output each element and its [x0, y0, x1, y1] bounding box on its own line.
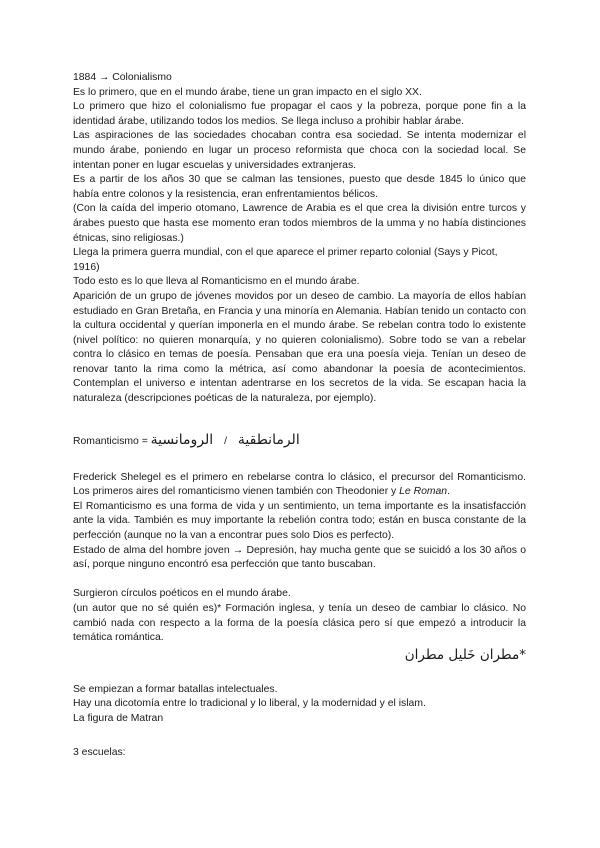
paragraph-forma-de-vida: El Romanticismo es una forma de vida y un sentimiento, un tema importante es la insatisfacción ante la vida. También es muy importante la rebelión contra todo; están en busca constante de la perfección (aunque no la van a encontrar pues solo Dios es perfecto). [73, 500, 526, 542]
paragraph-frederick [73, 471, 526, 500]
paragraph-frederick-text: Frederick Shelegel es el primero en rebelarse contra lo clásico, el precursor del Romanticismo. Los primeros aires del romanticismo vienen también con Theodonier y [73, 471, 526, 498]
paragraph-todo-esto: Todo esto es lo que lleva al Romanticismo en el mundo árabe. [73, 276, 360, 288]
romanticismo-separator: / [224, 435, 227, 447]
le-roman-title: Le Roman [399, 486, 448, 498]
paragraph-estado-de-alma: Estado de alma del hombre joven → Depresión, hay mucha gente que se suicidó a los 30 años o así, porque ninguno encontró esa perfección que tanto buscaban. [73, 544, 526, 571]
paragraph-autor: (un autor que no sé quién es)* Formación inglesa, y tenía un deseo de cambiar lo clásico. No cambió nada con respecto a la forma de la poesía clásica pero sí que empezó a introducir la temática romántica. [73, 603, 526, 644]
paragraph-aspiraciones: Las aspiraciones de las sociedades chocaban contra esa sociedad. Se intenta modernizar el mundo árabe, poniendo en lugar un proceso reformista que choca con la sociedad local. Se intentan poner en lugar escuelas y universidades extranjeras. [73, 130, 526, 171]
paragraph-imperio-otomano: (Con la caída del imperio otomano, Lawrence de Arabia es el que crea la división entre turcos y árabes puesto que hasta ese momento eran todos miembros de la umma y no había distinciones étnicas, sino religiosas.) [73, 203, 526, 244]
arabic-author-name: *مطران خَليل مطران [404, 646, 526, 663]
paragraph-anos-30: Es a partir de los años 30 que se calman las tensiones, puesto que desde 1845 lo único que había entre colonos y la resistencia, eran enfrentamientos bélicos. [73, 174, 526, 200]
paragraph-circulos-poeticos: Surgieron círculos poéticos en el mundo árabe. [73, 588, 291, 600]
paragraph-batallas: Se empiezan a formar batallas intelectuales. [73, 683, 278, 695]
spacer [73, 407, 526, 426]
paragraph-figura-matran: La figura de Matran [73, 712, 164, 724]
spacer [73, 727, 526, 746]
spacer [73, 573, 526, 588]
spacer [73, 664, 526, 683]
paragraph-colonialismo: Lo primero que hizo el colonialismo fue propagar el caos y la pobreza, porque pone fin a la identidad árabe, utilizando todos los medios. Se llega incluso a prohibir hablar árabe. [73, 101, 526, 127]
romanticismo-definition [73, 430, 526, 452]
paragraph-frederick-end: . [447, 486, 450, 498]
paragraph-intro: Es lo primero, que en el mundo árabe, tiene un gran impacto en el siglo XX. [73, 86, 422, 98]
romanticismo-label: Romanticismo = [73, 435, 148, 447]
romanticismo-arabic-term-2: الرمانطقية [237, 431, 300, 448]
paragraph-dicotomia: Hay una dicotomía entre lo tradicional y lo liberal, y la modernidad y el islam. [73, 698, 426, 710]
romanticismo-arabic-term-1: الرومانسية [150, 431, 214, 448]
paragraph-primera-guerra: Llega la primera guerra mundial, con el que aparece el primer reparto colonial (Says y Picot, 1916) [73, 247, 498, 273]
heading-colonialismo: 1884 → Colonialismo [73, 72, 172, 83]
paragraph-tres-escuelas: 3 escuelas: [73, 746, 126, 758]
paragraph-aparicion: Aparición de un grupo de jóvenes movidos por un deseo de cambio. La mayoría de ellos habían estudiado en Gran Bretaña, en Francia y una minoría en Alemania. Habían tenido un contacto con la cultura occidental y querían imponerla en el mundo árabe. Se rebelan contra todo lo existente (nivel político: no quieren monarquía, y no quieren colonialismo). Sobre todo se van a rebelar contra lo clásico en temas de poesía. Pensaban que era una poesía vieja. Tenían un deseo de renovar tanto la rima como la métrica, así como abandonar la poesía de acontecimientos. Contemplan el universo e intentan adentrarse en los secretos de la vida. Se escapan hacia la naturaleza (descripciones poéticas de la naturaleza, por ejemplo). [73, 290, 526, 405]
spacer [73, 452, 526, 471]
